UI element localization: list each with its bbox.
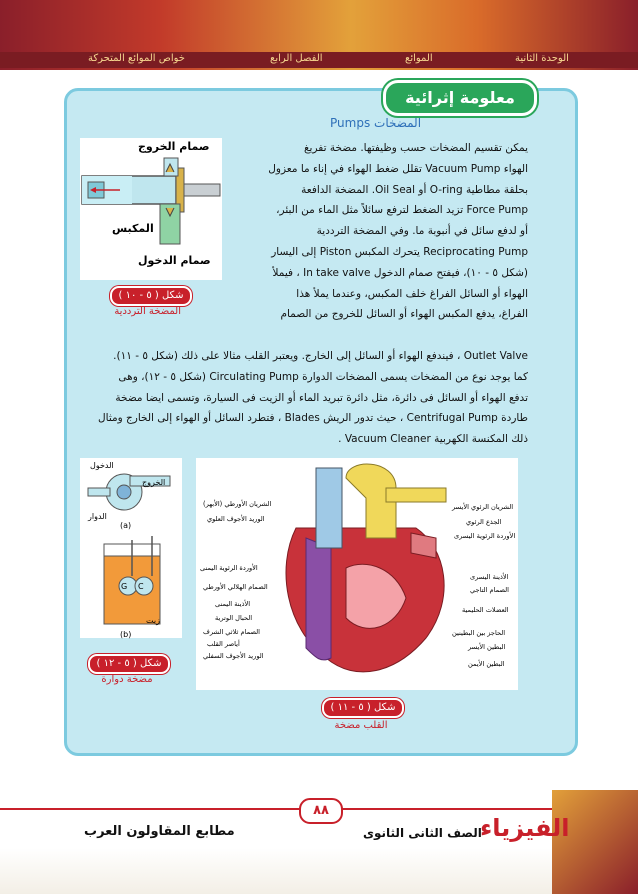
figure-10-caption: شكل ( ٥ - ١٠ ): [110, 286, 192, 306]
figure-11-name: القلب مضخة: [334, 720, 388, 731]
para1-line: يمكن تقسيم المضخات حسب وظيفتها. مضخة تفريغ: [303, 142, 528, 154]
footer-subject: الفيزياء: [480, 814, 570, 842]
heart-label-septum: الحاجز بين البطينين: [452, 629, 506, 637]
para2-line: ذلك المكنسة الكهربية Vacuum Cleaner .: [338, 433, 528, 446]
enrichment-badge: معلومة إثرائية: [383, 80, 537, 116]
rotary-pump-diagram: [80, 458, 182, 638]
heart-label-aorta: الشريان الأورطي (الأبهر): [203, 500, 272, 508]
para1-line: الفراغ، يدفع المكبس الهواء أو السائل للخروج من الصمام: [280, 308, 528, 321]
page-number: ٨٨: [299, 798, 343, 824]
heart-label-pulmonary-trunk: الجذع الرئوي: [466, 518, 502, 526]
paragraph-2: [80, 346, 528, 450]
paragraph-1: [228, 138, 528, 325]
pump-b-label: (b): [120, 630, 132, 639]
heart-label-left-atrium: الأذينة اليسرى: [470, 573, 509, 581]
heart-label-left-pulmonary-artery: الشريان الرئوي الأيسر: [452, 503, 514, 511]
para2-line: تدفع الهواء أو السائل فى دائرة، مثل دائرة تبريد الماء أو الزيت فى السيارة، وتسمى ايضا مضخة: [115, 391, 528, 404]
footer-corner-decoration: [552, 790, 638, 894]
heart-label-mitral: الصمام التاجي: [470, 586, 509, 594]
para1-line: الهواء أو السائل الفراغ خلف المكبس، وعندما يملأ هذا: [296, 287, 528, 300]
heart-label-svc: الوريد الأجوف العلوي: [207, 515, 265, 523]
heart-label-right-atrium: الأذينة اليمنى: [215, 600, 251, 608]
heart-label-tricuspid: الصمام ثلاثي الشرف: [203, 628, 260, 636]
para2-line: طاردة Centrifugal Pump ، حيث تدور الريش Blades ، فتطرد السائل أو الهواء إلى الخارج ومثال: [97, 412, 528, 425]
pump-rotor-label: الدوار: [88, 512, 107, 521]
para1-line: Reciprocating Pump يتحرك المكبس Piston إلى اليسار: [271, 245, 528, 258]
footer-grade: الصف الثانى الثانوى: [363, 826, 482, 840]
heart-label-right-ventricle: البطين الأيمن: [468, 660, 505, 668]
heart-label-ivc: الوريد الأجوف السفلي: [203, 652, 264, 660]
para1-line: (شكل ٥ - ١٠)، فيفتح صمام الدخول In take valve ، فيملأ: [272, 266, 528, 279]
header-topic: الموائع: [405, 53, 433, 64]
pumps-subtitle: المضخات Pumps: [330, 116, 422, 130]
heart-label-apex: أياصر القلب: [207, 640, 240, 648]
pump-c-label: C: [138, 582, 144, 591]
heart-label-papillary: العضلات الحليمية: [462, 606, 509, 614]
para1-line: الهواء Vacuum Pump تقلل ضغط الهواء في إناء ما معزول: [268, 162, 528, 175]
heart-label-left-pulmonary-veins: الأوردة الرئوية اليسرى: [454, 532, 516, 540]
header-section: خواص الموائع المتحركة: [88, 53, 185, 64]
para2-line: كما يوجد نوع من المضخات يسمى المضخات الدوارة Circulating Pump (شكل ٥ - ١٢)، وهى: [118, 370, 528, 383]
figure-11-caption: شكل ( ٥ - ١١ ): [322, 698, 404, 718]
heart-label-left-ventricle: البطين الأيسر: [468, 643, 506, 651]
heart-label-aortic-valve: الصمام الهلالي الأورطي: [203, 583, 268, 591]
header-chapter: الفصل الرابع: [270, 53, 323, 64]
pump-a-label: (a): [120, 521, 132, 530]
para1-line: Force Pump تزيد الضغط لترفع سائلاً مثل الماء من البئر،: [276, 204, 528, 217]
figure-10-name: المضخة الترددية: [114, 306, 181, 317]
pump-out-label: الخروج: [142, 478, 166, 487]
footer-background: [0, 848, 638, 894]
inlet-valve-label: صمام الدخول: [138, 254, 211, 267]
para1-line: أو لدفع سائل في أنبوبة ما. وفي المضخة الترددية: [316, 225, 528, 238]
figure-12-name: مضخة دوارة: [101, 674, 153, 685]
footer-publisher: مطابع المقاولون العرب: [84, 824, 235, 839]
pump-oil-label: زيت: [146, 616, 160, 625]
pump-in-label: الدخول: [90, 461, 114, 470]
header-unit: الوحدة الثانية: [515, 53, 569, 64]
pump-g-label: G: [121, 582, 128, 591]
rotary-pump-figure: [80, 458, 182, 638]
outlet-valve-label: صمام الخروج: [138, 140, 210, 153]
piston-label: المكبس: [112, 222, 154, 235]
figure-12-caption: شكل ( ٥ - ١٢ ): [88, 654, 170, 674]
heart-label-right-pulmonary-veins: الأوردة الرئوية اليمنى: [200, 564, 258, 572]
para2-line: Outlet Valve ، فيندفع الهواء أو السائل إلى الخارج. ويعتبر القلب مثالا على ذلك (شكل ٥ - ١١).: [113, 350, 528, 362]
para1-line: بحلقة مطاطية O-ring أو Oil Seal. المضخة الدافعة: [301, 183, 528, 196]
heart-label-chordae: الحبال الوترية: [215, 614, 253, 622]
